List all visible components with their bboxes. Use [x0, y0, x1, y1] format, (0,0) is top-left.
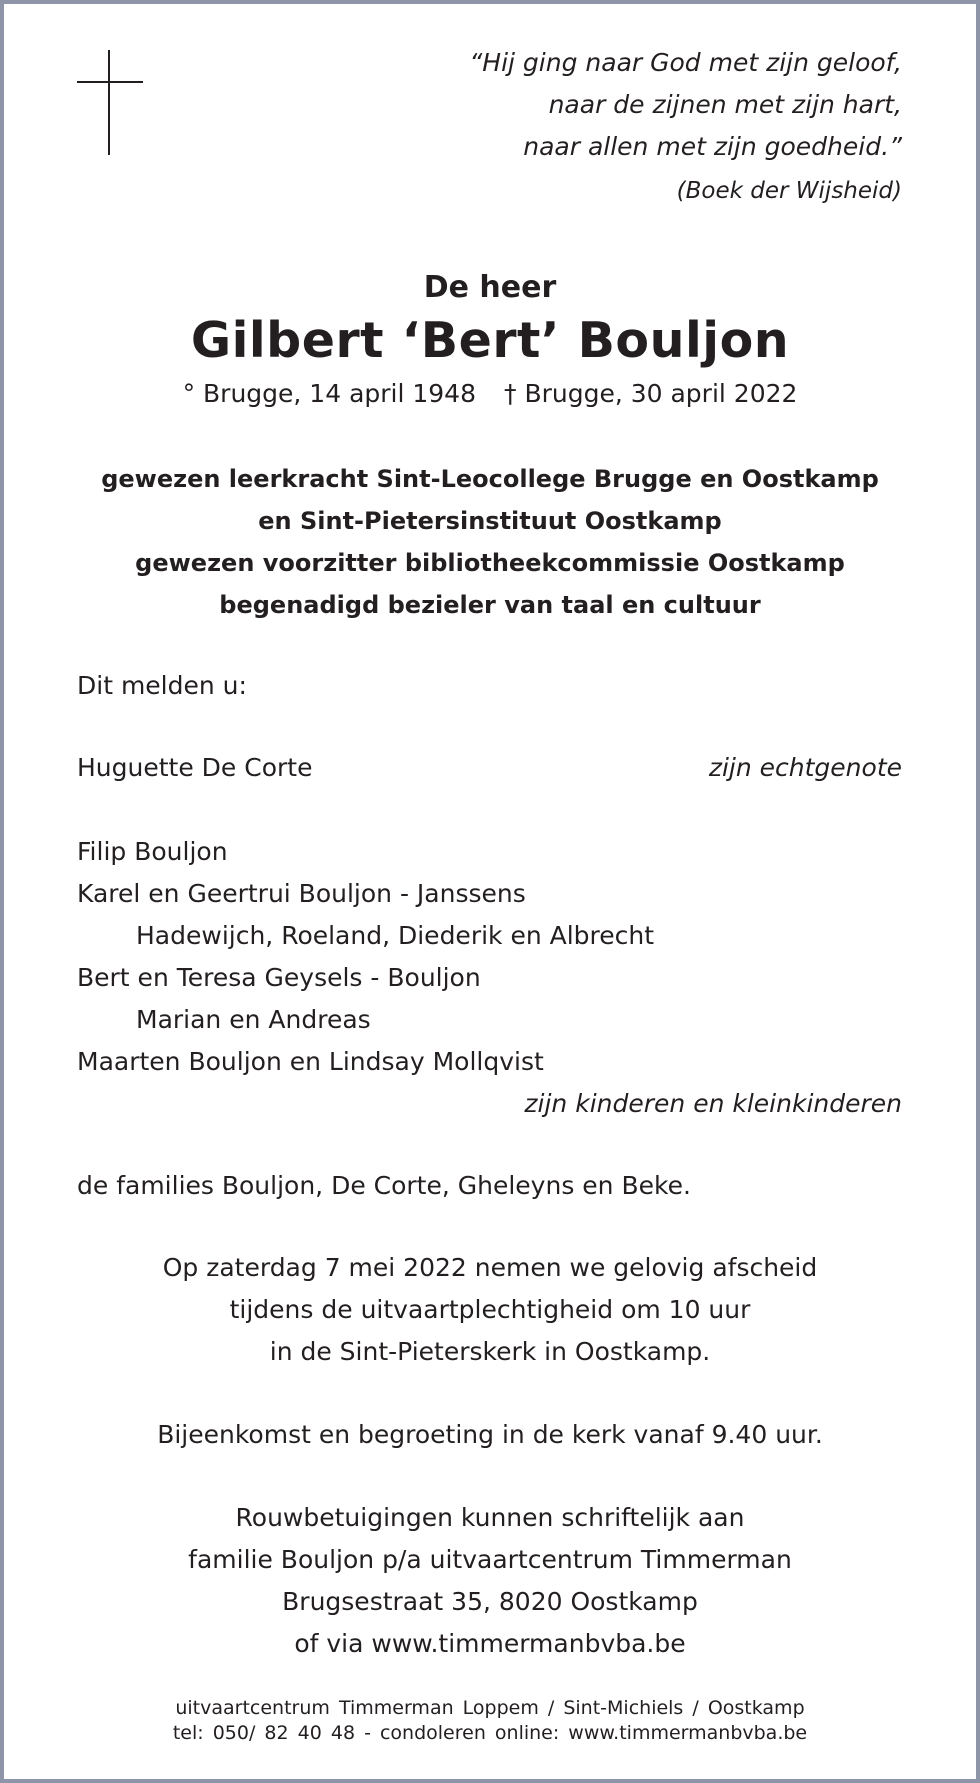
- quote-line: “Hij ging naar God met zijn geloof,: [469, 48, 902, 77]
- quote-line: naar allen met zijn goedheid.”: [523, 132, 902, 161]
- families-text: de families Bouljon, De Corte, Gheleyns en Beke.: [77, 1171, 691, 1200]
- gathering-text: Bijeenkomst en begroeting in de kerk vanaf 9.40 uur.: [157, 1420, 823, 1449]
- ceremony-text: [0, 1247, 980, 1373]
- role-line: gewezen voorzitter bibliotheekcommissie Oostkamp: [135, 549, 845, 577]
- role-line: begenadigd bezieler van taal en cultuur: [219, 591, 761, 619]
- spouse-relation: zijn echtgenote: [708, 753, 902, 782]
- list-item: Marian en Andreas: [136, 1005, 371, 1034]
- condolences-line: Brugsestraat 35, 8020 Oostkamp: [282, 1587, 698, 1616]
- footer: [0, 1696, 980, 1746]
- list-item: Maarten Bouljon en Lindsay Mollqvist: [77, 1047, 544, 1076]
- honorific: De heer: [423, 270, 557, 305]
- condolences-line: familie Bouljon p/a uitvaartcentrum Timmerman: [188, 1545, 792, 1574]
- bible-quote: [469, 42, 902, 168]
- list-item: Karel en Geertrui Bouljon - Janssens: [77, 879, 526, 908]
- birth-date: ° Brugge, 14 april 1948: [182, 379, 476, 408]
- role-line: gewezen leerkracht Sint-Leocollege Brugge en Oostkamp: [101, 465, 879, 493]
- ceremony-line: in de Sint-Pieterskerk in Oostkamp.: [269, 1337, 711, 1366]
- condolences-link[interactable]: of via www.timmermanbvba.be: [294, 1629, 686, 1658]
- condolences-line: Rouwbetuigingen kunnen schriftelijk aan: [235, 1503, 745, 1532]
- list-item: Filip Bouljon: [77, 837, 228, 866]
- quote-source: (Boek der Wijsheid): [676, 178, 902, 204]
- life-dates: [0, 376, 980, 412]
- spouse-name: Huguette De Corte: [77, 753, 313, 782]
- ceremony-line: Op zaterdag 7 mei 2022 nemen we gelovig afscheid: [162, 1253, 818, 1282]
- role-line: en Sint-Pietersinstituut Oostkamp: [258, 507, 722, 535]
- deceased-name: Gilbert ‘Bert’ Bouljon: [190, 312, 790, 369]
- roles-list: [0, 458, 980, 626]
- quote-line: naar de zijnen met zijn hart,: [548, 90, 902, 119]
- intro-text: Dit melden u:: [77, 671, 247, 700]
- children-relation: zijn kinderen en kleinkinderen: [524, 1089, 902, 1118]
- children-list: [77, 831, 654, 1083]
- footer-contact[interactable]: tel: 050/ 82 40 48 - condoleren online: www.timmermanbvba.be: [172, 1722, 808, 1744]
- list-item: Hadewijch, Roeland, Diederik en Albrecht: [136, 921, 655, 950]
- death-date: † Brugge, 30 april 2022: [504, 379, 798, 408]
- footer-line: uitvaartcentrum Timmerman Loppem / Sint-Michiels / Oostkamp: [175, 1697, 805, 1719]
- list-item: Bert en Teresa Geysels - Bouljon: [77, 963, 481, 992]
- condolences-text: [0, 1497, 980, 1665]
- ceremony-line: tijdens de uitvaartplechtigheid om 10 uur: [229, 1295, 751, 1324]
